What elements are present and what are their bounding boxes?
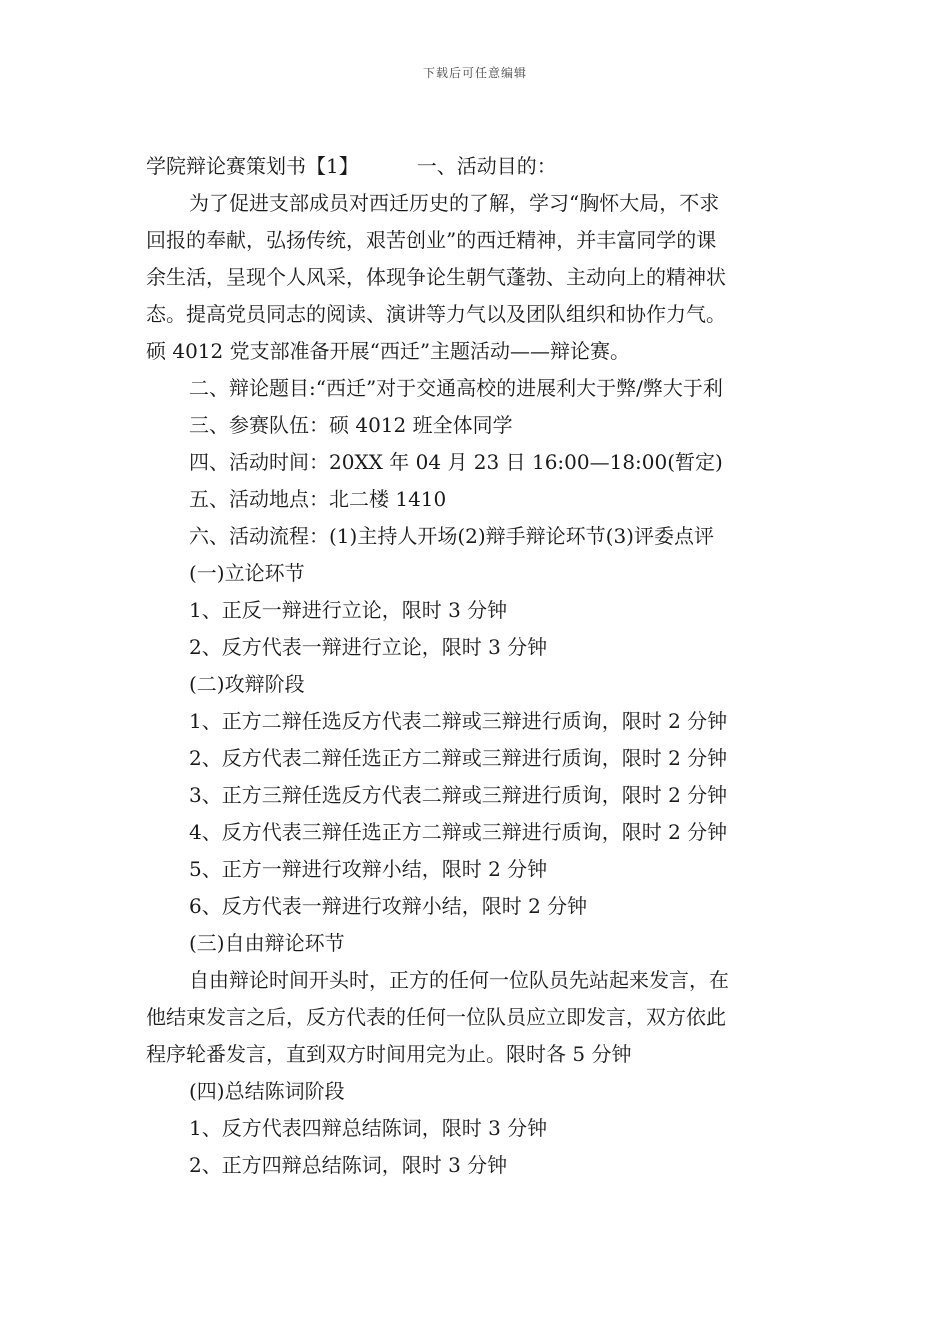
stage4-heading: (四)总结陈词阶段 [189,1079,345,1103]
list-item: 1、正反一辩进行立论，限时 3 分钟 [189,598,508,622]
stage1-heading: (一)立论环节 [189,561,305,585]
teams-line: 三、参赛队伍：硕 4012 班全体同学 [189,413,513,437]
list-item: 1、正方二辩任选反方代表二辩或三辩进行质询，限时 2 分钟 [189,709,728,733]
title-line [146,148,810,185]
stage3-heading: (三)自由辩论环节 [189,931,345,955]
topic-line: 二、辩论题目:“西迁”对于交通高校的进展利大于弊/弊大于利 [189,376,723,400]
purpose-line: 硕 4012 党支部准备开展“西迁”主题活动——辩论赛。 [146,339,631,363]
header-note: 下载后可任意编辑 [422,66,527,80]
list-item: 3、正方三辩任选反方代表二辩或三辩进行质询，限时 2 分钟 [189,783,728,807]
document-title: 学院辩论赛策划书【1】 [146,154,359,178]
free-debate-line: 程序轮番发言，直到双方时间用完为止。限时各 5 分钟 [146,1042,632,1066]
list-item: 1、反方代表四辩总结陈词，限时 3 分钟 [189,1116,548,1140]
purpose-line: 为了促进支部成员对西迁历史的了解，学习“胸怀大局，不求 [189,191,720,215]
list-item: 4、反方代表三辩任选正方二辩或三辩进行质询，限时 2 分钟 [189,820,728,844]
free-debate-line: 自由辩论时间开头时，正方的任何一位队员先站起来发言，在 [189,968,729,992]
section1-heading: 一、活动目的： [416,154,557,178]
location-line: 五、活动地点：北二楼 1410 [189,487,447,511]
purpose-line: 态。提高党员同志的阅读、演讲等力气以及团队组织和协作力气。 [146,302,726,326]
free-debate-line: 他结束发言之后，反方代表的任何一位队员应立即发言，双方依此 [146,1005,726,1029]
purpose-line: 回报的奉献，弘扬传统，艰苦创业”的西迁精神，并丰富同学的课 [146,228,717,252]
process-line: 六、活动流程：(1)主持人开场(2)辩手辩论环节(3)评委点评 [189,524,714,548]
document-body [146,148,810,1184]
stage2-heading: (二)攻辩阶段 [189,672,305,696]
list-item: 2、反方代表一辩进行立论，限时 3 分钟 [189,635,548,659]
list-item: 2、正方四辩总结陈词，限时 3 分钟 [189,1153,508,1177]
time-line: 四、活动时间：20XX 年 04 月 23 日 16:00—18:00(暂定) [189,450,723,474]
list-item: 6、反方代表一辩进行攻辩小结，限时 2 分钟 [189,894,588,918]
list-item: 2、反方代表二辩任选正方二辩或三辩进行质询，限时 2 分钟 [189,746,728,770]
list-item: 5、正方一辩进行攻辩小结，限时 2 分钟 [189,857,548,881]
purpose-line: 余生活，呈现个人风采，体现争论生朝气蓬勃、主动向上的精神状 [146,265,726,289]
